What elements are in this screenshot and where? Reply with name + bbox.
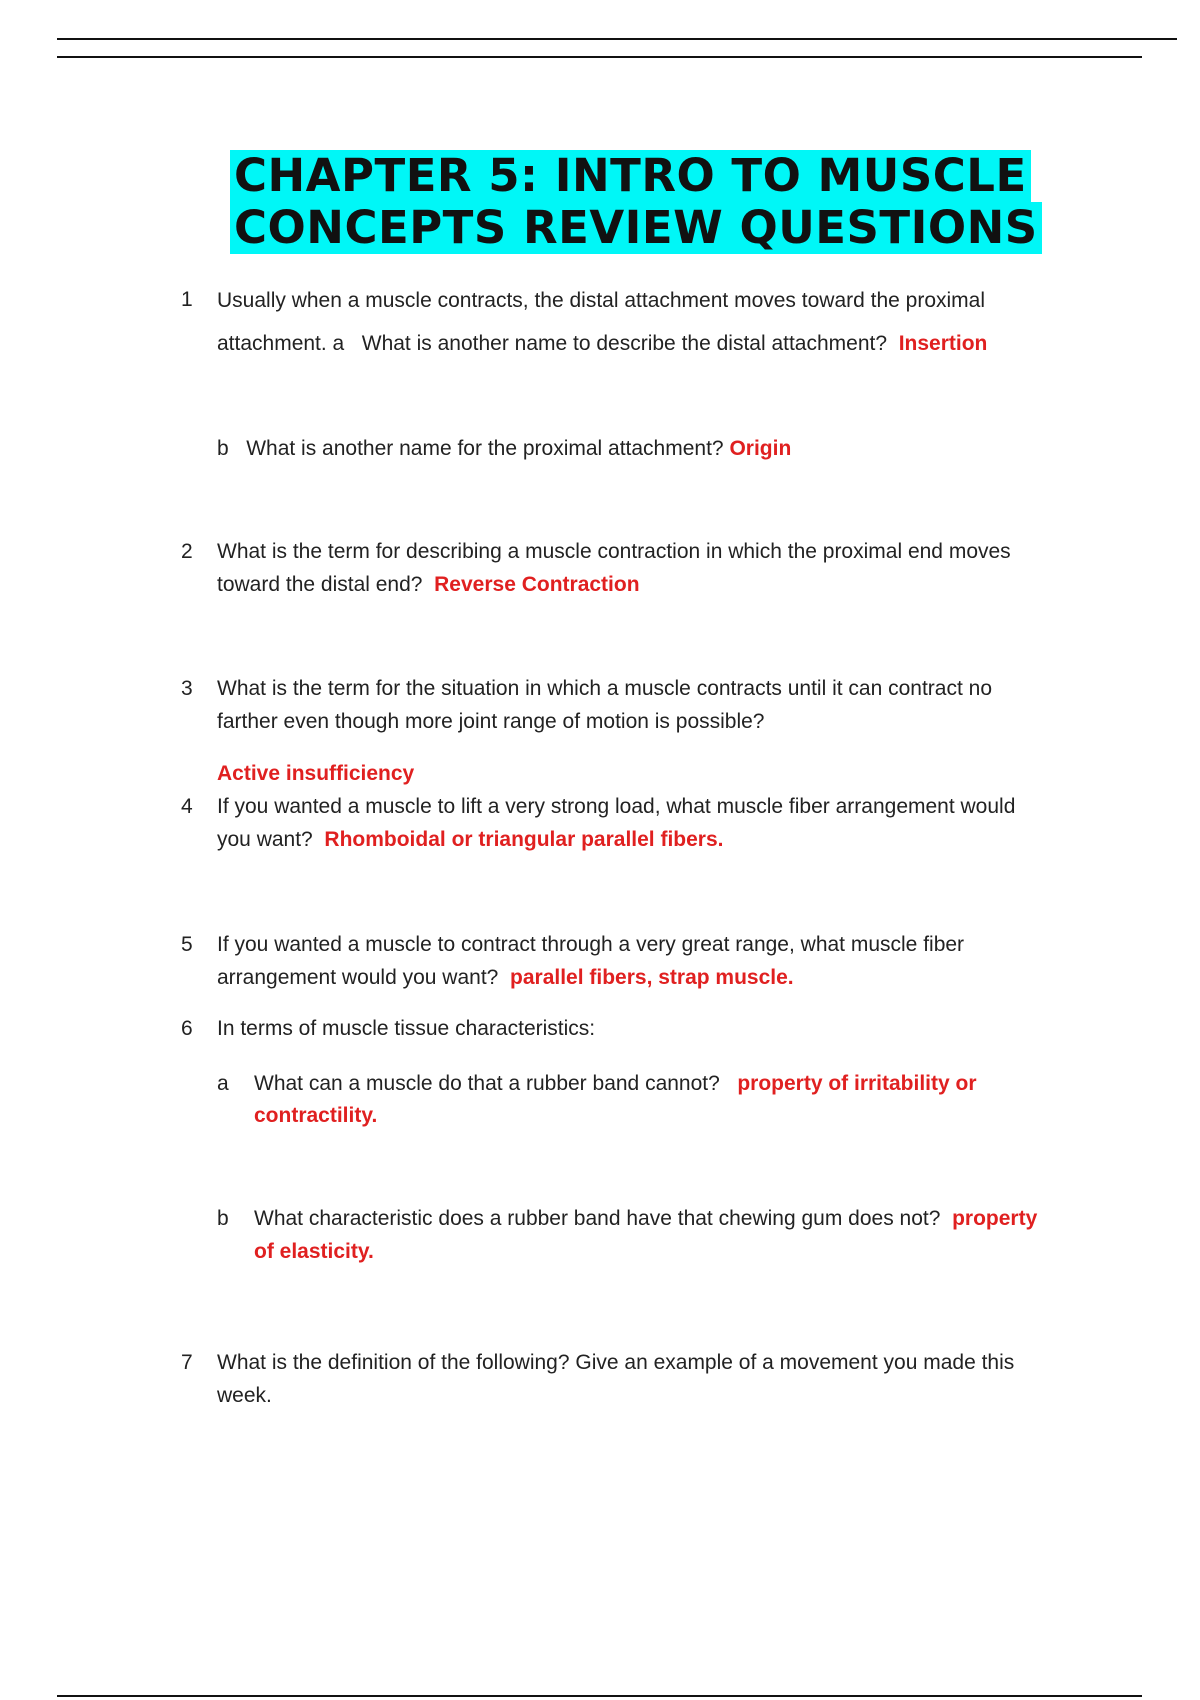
question-5-number: 5	[181, 933, 193, 956]
question-1b-line	[217, 432, 791, 465]
question-1-text: attachment. a What is another name to describe the distal attachment?	[217, 332, 888, 355]
question-2-answer: Reverse Contraction	[434, 573, 640, 596]
question-3-line-2: farther even though more joint range of motion is possible?	[217, 710, 765, 733]
title-line-2: CONCEPTS REVIEW QUESTIONS	[230, 202, 1042, 254]
question-7-line-1: What is the definition of the following? Give an example of a movement you made this	[217, 1351, 1015, 1374]
question-6-number: 6	[181, 1017, 193, 1040]
question-6b-label: b	[217, 1207, 229, 1230]
question-5-line-1: If you wanted a muscle to contract through a very great range, what muscle fiber	[217, 933, 965, 956]
question-6a-answer-part-1: property of irritability or	[737, 1072, 977, 1095]
question-6b-answer-part-2: of elasticity.	[254, 1240, 374, 1263]
question-6b-answer-part-1: property	[952, 1207, 1038, 1230]
question-1b-text: What is another name for the proximal attachment?	[246, 437, 724, 460]
question-4-number: 4	[181, 795, 193, 818]
question-3-answer: Active insufficiency	[217, 762, 415, 785]
page-title	[230, 150, 1060, 254]
header-rule-top	[57, 38, 1177, 40]
question-7-number: 7	[181, 1351, 193, 1374]
question-1-line-2	[217, 327, 1117, 360]
question-1-number: 1	[181, 288, 193, 311]
title-line-1: CHAPTER 5: INTRO TO MUSCLE	[230, 150, 1031, 202]
question-4-answer: Rhomboidal or triangular parallel fibers.	[324, 828, 724, 851]
question-6a-answer-part-2: contractility.	[254, 1104, 378, 1127]
question-2-line-1: What is the term for describing a muscle contraction in which the proximal end moves	[217, 540, 1011, 563]
question-3-number: 3	[181, 677, 193, 700]
question-5-line-2	[217, 961, 794, 994]
question-7-line-2: week.	[217, 1384, 272, 1407]
question-6a-line-1	[254, 1067, 977, 1100]
question-3-line-1: What is the term for the situation in which a muscle contracts until it can contract no	[217, 677, 993, 700]
question-4-line-1: If you wanted a muscle to lift a very strong load, what muscle fiber arrangement would	[217, 795, 1016, 818]
question-1b-label: b	[217, 437, 229, 460]
question-6b-text: What characteristic does a rubber band have that chewing gum does not?	[254, 1207, 941, 1230]
question-5-text: arrangement would you want?	[217, 966, 499, 989]
question-6a-text: What can a muscle do that a rubber band cannot?	[254, 1072, 720, 1095]
question-2-line-2	[217, 568, 640, 601]
question-6a-label: a	[217, 1072, 229, 1095]
question-4-line-2	[217, 823, 723, 856]
question-6-text: In terms of muscle tissue characteristics:	[217, 1017, 596, 1040]
header-rule-second	[57, 56, 1142, 58]
question-2-number: 2	[181, 540, 193, 563]
footer-rule	[57, 1695, 1142, 1697]
question-6b-line-1	[254, 1202, 1037, 1235]
question-5-answer: parallel fibers, strap muscle.	[510, 966, 794, 989]
question-2-text: toward the distal end?	[217, 573, 423, 596]
question-4-text: you want?	[217, 828, 313, 851]
question-1b-answer: Origin	[729, 437, 792, 460]
question-1-answer: Insertion	[898, 332, 988, 355]
question-1-line-1: Usually when a muscle contracts, the distal attachment moves toward the proximal	[217, 289, 986, 312]
